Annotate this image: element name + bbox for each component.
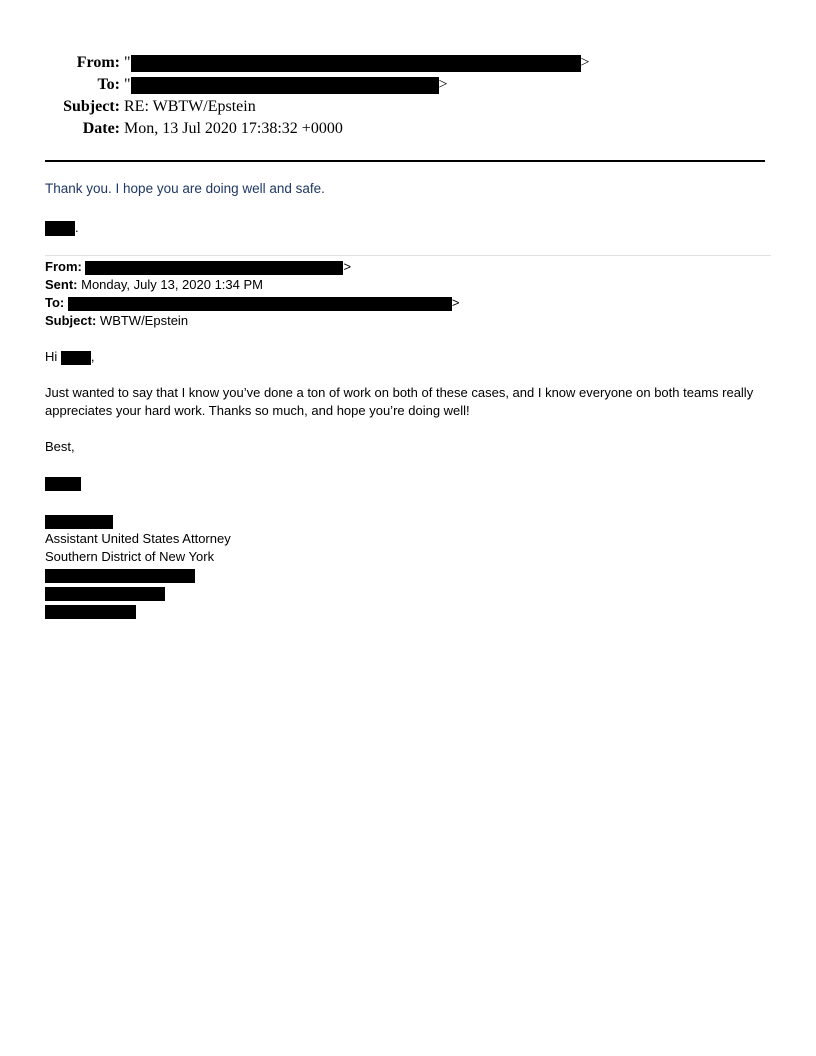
signature-title: Assistant United States Attorney — [45, 531, 231, 546]
forwarded-to-label: To: — [45, 295, 65, 310]
forwarded-from-bracket: > — [343, 259, 352, 274]
signature-block — [45, 512, 231, 620]
forwarded-sent-value: Monday, July 13, 2020 1:34 PM — [81, 277, 263, 292]
header-divider — [45, 160, 765, 162]
redaction-block — [85, 261, 343, 275]
message-body: Just wanted to say that I know you’ve done a ton of work on both of these cases, and I know everyone on both teams really appreciates your hard work. Thanks so much, and hope you’re doing well! — [45, 385, 754, 418]
redaction-block — [45, 569, 195, 583]
forwarded-subject-label: Subject: — [45, 313, 97, 328]
reply-signoff — [45, 220, 79, 236]
header-to-label: To: — [97, 76, 120, 93]
header-date-value: Mon, 13 Jul 2020 17:38:32 +0000 — [124, 120, 343, 137]
redaction-block — [45, 477, 81, 491]
reply-signoff-period: . — [75, 220, 79, 235]
header-from-quote: " — [124, 54, 131, 71]
redaction-block — [45, 605, 136, 619]
greeting-comma: , — [90, 349, 95, 364]
forwarded-sent-label: Sent: — [45, 277, 78, 292]
header-subject-value: RE: WBTW/Epstein — [124, 98, 256, 115]
header-from-value — [124, 52, 590, 74]
redaction-block — [131, 77, 439, 94]
forwarded-from-row — [45, 258, 351, 276]
forwarded-subject-value: WBTW/Epstein — [99, 313, 189, 328]
header-to-value — [124, 74, 448, 96]
redaction-block — [45, 587, 165, 601]
forwarded-to-row — [45, 294, 459, 312]
forwarded-from-label: From: — [45, 259, 82, 274]
signature-office: Southern District of New York — [45, 549, 215, 564]
forwarded-sent-row — [45, 276, 263, 294]
forwarded-to-bracket: > — [451, 295, 460, 310]
header-date-label: Date: — [82, 120, 120, 137]
header-to-quote: " — [124, 76, 131, 93]
header-to-bracket: > — [438, 76, 448, 93]
reply-text: Thank you. I hope you are doing well and safe. — [45, 181, 325, 196]
redaction-block — [45, 221, 75, 236]
greeting-prefix: Hi — [45, 349, 61, 364]
redaction-block — [131, 55, 581, 72]
redaction-block — [45, 515, 113, 529]
forwarded-subject-row — [45, 312, 188, 330]
redaction-block — [61, 351, 91, 365]
header-from-label: From: — [76, 54, 120, 71]
closing: Best, — [45, 439, 75, 454]
header-from-bracket: > — [580, 54, 590, 71]
redaction-block — [68, 297, 452, 311]
forwarded-divider — [45, 255, 771, 256]
greeting — [45, 348, 95, 366]
header-subject-label: Subject: — [63, 98, 120, 115]
signature-first-name — [45, 477, 81, 491]
